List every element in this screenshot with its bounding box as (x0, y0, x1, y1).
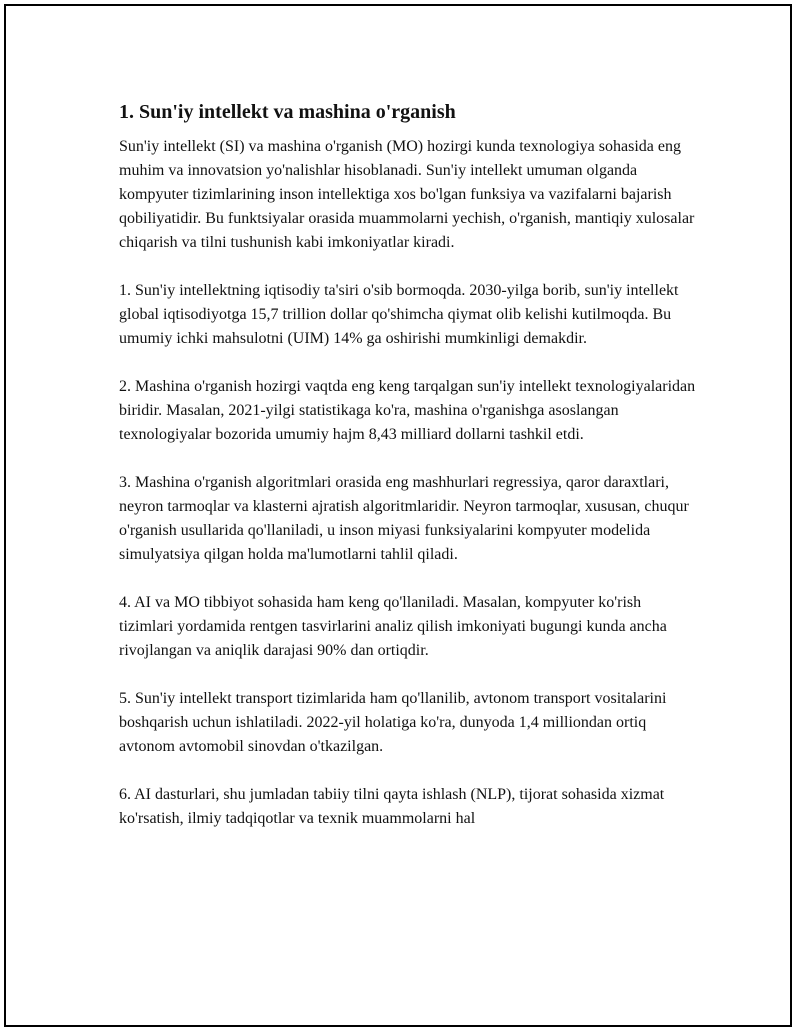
document-page (4, 4, 792, 1027)
section-heading: 1. Sun'iy intellekt va mashina o'rganish (119, 101, 456, 123)
paragraph-4: 4. AI va MO tibbiyot sohasida ham keng qo'llaniladi. Masalan, kompyuter ko'rish tizimlari yordamida rentgen tasvirlarini analiz qilish imkoniyati bugungi kunda ancha rivojlangan va aniqlik darajasi 90% dan ortiqdir. (119, 594, 667, 659)
paragraph-2: 2. Mashina o'rganish hozirgi vaqtda eng keng tarqalgan sun'iy intellekt texnologiyalaridan biridir. Masalan, 2021-yilgi statistikaga ko'ra, mashina o'rganishga asoslangan texnologiyalar bozorida umumiy hajm 8,43 milliard dollarni tashkil etdi. (119, 378, 696, 443)
paragraph-1: 1. Sun'iy intellektning iqtisodiy ta'siri o'sib bormoqda. 2030-yilga borib, sun'iy intellekt global iqtisodiyotga 15,7 trillion dollar qo'shimcha qiymat olib kelishi kutilmoqda. Bu umumiy ichki mahsulotni (UIM) 14% ga oshirishi mumkinligi demakdir. (119, 282, 679, 347)
paragraph-5: 5. Sun'iy intellekt transport tizimlarida ham qo'llanilib, avtonom transport vositalarini boshqarish uchun ishlatiladi. 2022-yil holatiga ko'ra, dunyoda 1,4 milliondan ortiq avtonom avtomobil sinovdan o'tkazilgan. (119, 690, 667, 755)
paragraph-3: 3. Mashina o'rganish algoritmlari orasida eng mashhurlari regressiya, qaror daraxtlari, neyron tarmoqlar va klasterni ajratish algoritmlaridir. Neyron tarmoqlar, xususan, chuqur o'rganish usullarida qo'llaniladi, u inson miyasi funksiyalarini kompyuter modelida simulyatsiya qilgan holda ma'lumotlarni tahlil qiladi. (119, 474, 689, 563)
paragraph-6: 6. AI dasturlari, shu jumladan tabiiy tilni qayta ishlash (NLP), tijorat sohasida xizmat ko'rsatish, ilmiy tadqiqotlar va texnik muammolarni hal (119, 786, 665, 827)
document-content (119, 99, 699, 855)
intro-paragraph: Sun'iy intellekt (SI) va mashina o'rganish (MO) hozirgi kunda texnologiya sohasida eng muhim va innovatsion yo'nalishlar hisoblanadi. Sun'iy intellekt umuman olganda kompyuter tizimlarining inson intellektiga xos bo'lgan funksiya va vazifalarni bajarish qobiliyatidir. Bu funktsiyalar orasida muammolarni yechish, o'rganish, mantiqiy xulosalar chiqarish va tilni tushunish kabi imkoniyatlar kiradi. (119, 138, 695, 251)
